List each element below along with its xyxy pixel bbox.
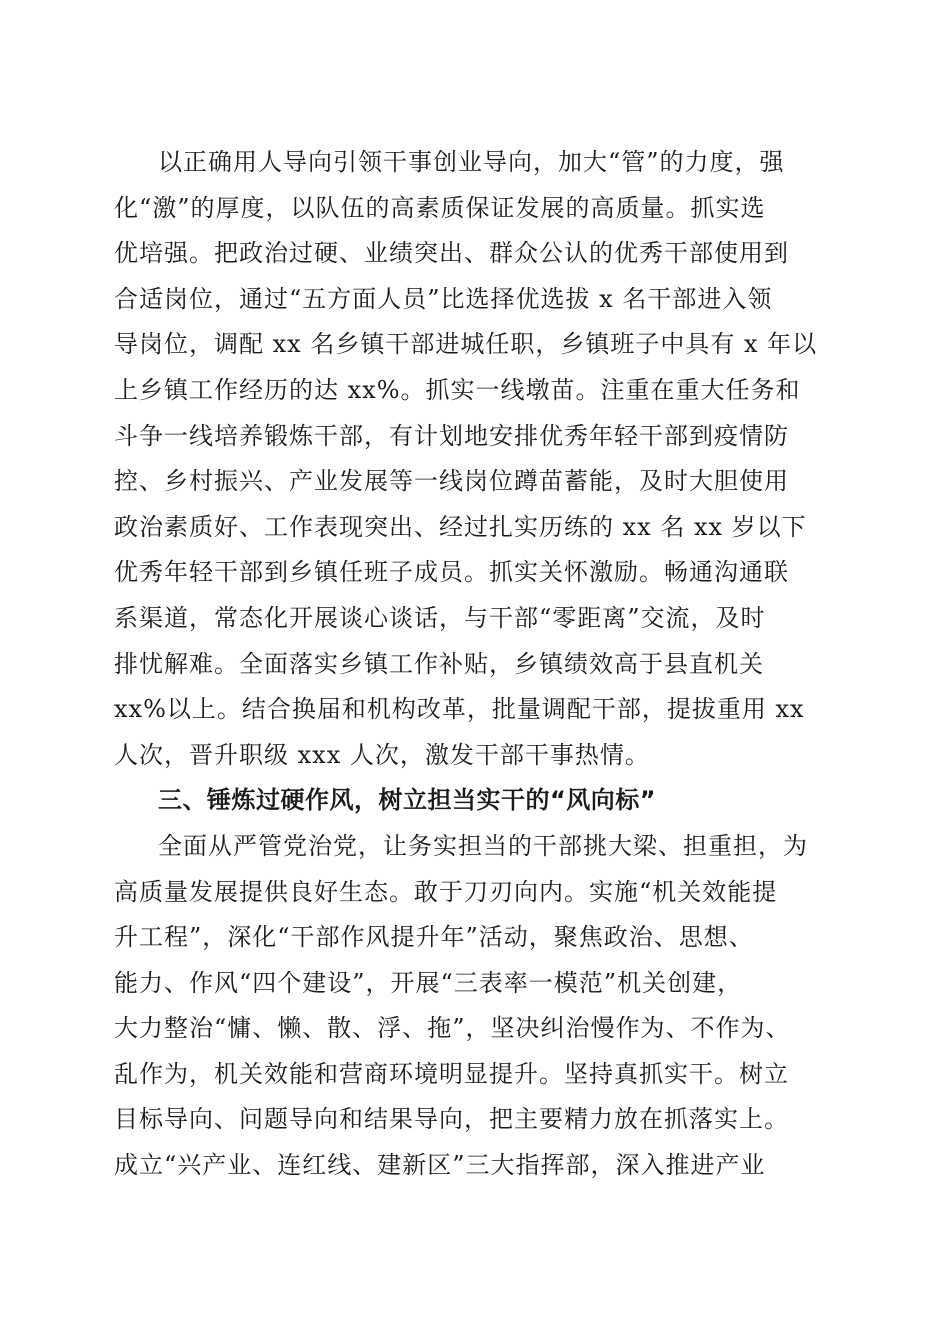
paragraph-line: 化“激”的厚度，以队伍的高素质保证发展的高质量。抓实选 (114, 193, 766, 222)
paragraph-line: 大力整治“慵、懒、散、浮、拖”，坚决纠治慢作为、不作为、 (114, 1014, 791, 1043)
paragraph-line: 能力、作风“四个建设”，开展“三表率一模范”机关创建， (114, 968, 743, 997)
document-body (114, 140, 844, 1189)
paragraph-line: 升工程”，深化“干部作风提升年”活动，聚焦政治、思想、 (114, 923, 754, 952)
paragraph-line: 上乡镇工作经历的达 xx%。抓实一线墩苗。注重在重大任务和 (114, 375, 801, 404)
paragraph-line: 目标导向、问题导向和结果导向，把主要精力放在抓落实上。 (114, 1105, 789, 1134)
paragraph-line: 排忧解难。全面落实乡镇工作补贴，乡镇绩效高于县直机关 (114, 649, 764, 678)
paragraph-line: 系渠道，常态化开展谈心谈话，与干部“零距离”交流，及时 (114, 603, 766, 632)
paragraph-line: 以正确用人导向引领干事创业导向，加大“管”的力度，强 (158, 148, 785, 176)
paragraph-line: 政治素质好、工作表现突出、经过扎实历练的 xx 名 xx 岁以下 (114, 512, 807, 541)
paragraph-line: 优培强。把政治过硬、业绩突出、群众公认的优秀干部使用到 (114, 239, 789, 268)
paragraph-line: 全面从严管党治党，让务实担当的干部挑大梁、担重担，为 (158, 831, 808, 860)
paragraph-line: 成立“兴产业、连红线、建新区”三大指挥部，深入推进产业 (114, 1151, 766, 1180)
paragraph-line: 优秀年轻干部到乡镇任班子成员。抓实关怀激励。畅通沟通联 (114, 558, 789, 587)
paragraph-line: 合适岗位，通过“五方面人员”比选择优选拔 x 名干部进入领 (114, 284, 773, 313)
paragraph-line: 高质量发展提供良好生态。敢于刀刃向内。实施“机关效能提 (114, 877, 778, 906)
paragraph-line: 乱作为，机关效能和营商环境明显提升。坚持真抓实干。树立 (114, 1059, 789, 1088)
paragraph-1 (114, 140, 844, 778)
paragraph-line: xx%以上。结合换届和机构改革，批量调配干部，提拔重用 xx (114, 695, 805, 724)
paragraph-line: 控、乡村振兴、产业发展等一线岗位蹲苗蓄能，及时大胆使用 (114, 467, 789, 496)
paragraph-line: 斗争一线培养锻炼干部，有计划地安排优秀年轻干部到疫情防 (114, 421, 789, 450)
paragraph-2 (114, 824, 844, 1189)
section-heading-3: 三、锤炼过硬作风，树立担当实干的“风向标” (158, 786, 657, 815)
paragraph-line: 导岗位，调配 xx 名乡镇干部进城任职，乡镇班子中具有 x 年以 (114, 330, 818, 359)
paragraph-line: 人次，晋升职级 xxx 人次，激发干部干事热情。 (114, 740, 650, 769)
